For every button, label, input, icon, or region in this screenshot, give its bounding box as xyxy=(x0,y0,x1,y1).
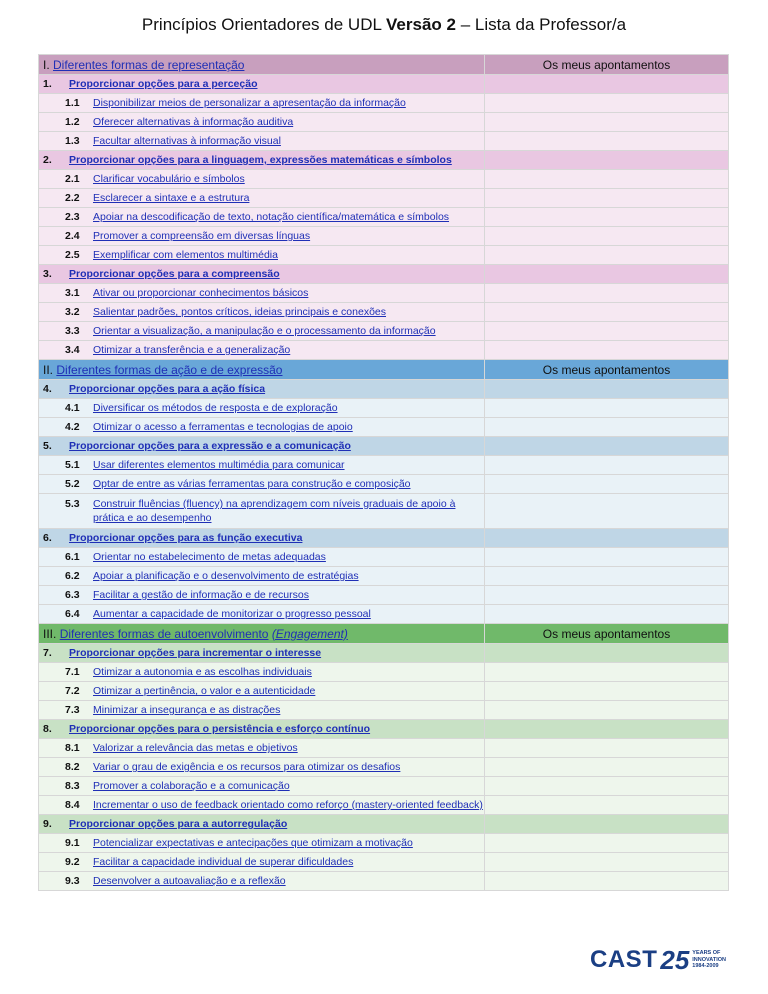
checkpoint-number: 8.3 xyxy=(65,780,80,792)
section-number: II. xyxy=(43,362,54,377)
notes-cell[interactable] xyxy=(485,605,729,624)
guideline-link[interactable]: Proporcionar opções para a expressão e a comunicação xyxy=(69,440,351,452)
checkpoint-number: 8.4 xyxy=(65,799,80,811)
checkpoint-number: 6.4 xyxy=(65,608,80,620)
notes-cell[interactable] xyxy=(485,132,729,151)
checkpoint-link[interactable]: Variar o grau de exigência e os recursos para otimizar os desafios xyxy=(93,761,401,773)
checkpoint-row xyxy=(39,227,729,246)
checkpoint-link[interactable]: Desenvolver a autoavaliação e a reflexão xyxy=(93,875,286,887)
guideline-row xyxy=(39,644,729,663)
checkpoint-number: 1.2 xyxy=(65,116,80,128)
guideline-link[interactable]: Proporcionar opções para a autorregulação xyxy=(69,818,288,830)
checkpoint-link[interactable]: Apoiar a planificação e o desenvolvimento de estratégias xyxy=(93,570,359,582)
section-number: I. xyxy=(43,57,50,72)
checkpoint-number: 7.2 xyxy=(65,685,80,697)
checkpoint-row xyxy=(39,701,729,720)
notes-cell[interactable] xyxy=(485,815,729,834)
checkpoint-number: 9.3 xyxy=(65,875,80,887)
section-number: III. xyxy=(43,626,57,641)
checkpoint-row xyxy=(39,548,729,567)
checkpoint-number: 9.2 xyxy=(65,856,80,868)
checkpoint-row xyxy=(39,94,729,113)
guideline-number: 1. xyxy=(43,78,52,90)
checkpoint-row xyxy=(39,494,729,529)
section-header xyxy=(39,55,729,75)
checkpoint-number: 3.2 xyxy=(65,306,80,318)
checkpoint-link[interactable]: Facilitar a gestão de informação e de recursos xyxy=(93,589,309,601)
checkpoint-number: 4.2 xyxy=(65,421,80,433)
checkpoint-row xyxy=(39,872,729,891)
checkpoint-row xyxy=(39,853,729,872)
checkpoint-number: 5.1 xyxy=(65,459,80,471)
checkpoint-link[interactable]: Facilitar a capacidade individual de superar dificuldades xyxy=(93,856,354,868)
guideline-row xyxy=(39,75,729,94)
notes-cell[interactable] xyxy=(485,437,729,456)
checkpoint-number: 5.2 xyxy=(65,478,80,490)
checkpoint-row xyxy=(39,663,729,682)
notes-header: Os meus apontamentos xyxy=(485,624,729,644)
guideline-number: 4. xyxy=(43,383,52,395)
checkpoint-number: 2.3 xyxy=(65,211,80,223)
notes-cell[interactable] xyxy=(485,227,729,246)
notes-cell[interactable] xyxy=(485,682,729,701)
notes-cell[interactable] xyxy=(485,380,729,399)
guideline-number: 3. xyxy=(43,268,52,280)
notes-cell[interactable] xyxy=(485,94,729,113)
checkpoint-row xyxy=(39,682,729,701)
checkpoint-link[interactable]: Disponibilizar meios de personalizar a apresentação da informação xyxy=(93,97,406,109)
checkpoint-link[interactable]: Potencializar expectativas e antecipações que otimizam a motivação xyxy=(93,837,413,849)
checkpoint-link[interactable]: Orientar no estabelecimento de metas adequadas xyxy=(93,551,326,563)
cast-logo-text: CAST xyxy=(590,946,658,973)
checkpoint-link[interactable]: Ativar ou proporcionar conhecimentos básicos xyxy=(93,287,309,299)
guideline-link[interactable]: Proporcionar opções para a compreensão xyxy=(69,268,280,280)
section-title-link[interactable]: Diferentes formas de autoenvolvimento xyxy=(59,626,269,641)
checkpoint-row xyxy=(39,341,729,360)
title-version: Versão 2 xyxy=(386,15,456,34)
checkpoint-link[interactable]: Diversificar os métodos de resposta e de exploração xyxy=(93,402,338,414)
checkpoint-row xyxy=(39,777,729,796)
notes-cell[interactable] xyxy=(485,777,729,796)
guideline-link[interactable]: Proporcionar opções para incrementar o interesse xyxy=(69,647,322,659)
checkpoint-link[interactable]: Salientar padrões, pontos críticos, ideias principais e conexões xyxy=(93,306,386,318)
notes-cell[interactable] xyxy=(485,189,729,208)
notes-cell[interactable] xyxy=(485,265,729,284)
checkpoint-number: 7.1 xyxy=(65,666,80,678)
guideline-number: 7. xyxy=(43,647,52,659)
checkpoint-number: 4.1 xyxy=(65,402,80,414)
section-title-em[interactable]: (Engagement) xyxy=(271,626,348,641)
checkpoint-link[interactable]: Facultar alternativas à informação visual xyxy=(93,135,281,147)
notes-cell[interactable] xyxy=(485,720,729,739)
guideline-number: 5. xyxy=(43,440,52,452)
notes-cell[interactable] xyxy=(485,151,729,170)
notes-cell[interactable] xyxy=(485,529,729,548)
notes-cell[interactable] xyxy=(485,475,729,494)
checkpoint-number: 2.2 xyxy=(65,192,80,204)
checkpoint-link[interactable]: Optar de entre as várias ferramentas para construção e composição xyxy=(93,478,411,490)
notes-cell[interactable] xyxy=(485,399,729,418)
checkpoint-link[interactable]: Otimizar a autonomia e as escolhas individuais xyxy=(93,666,312,678)
checkpoint-link[interactable]: Incrementar o uso de feedback orientado como reforço (mastery-oriented feedback) xyxy=(93,799,483,811)
section-title-link[interactable]: Diferentes formas de representação xyxy=(53,57,245,72)
checkpoint-number: 6.3 xyxy=(65,589,80,601)
checkpoint-link[interactable]: Aumentar a capacidade de monitorizar o progresso pessoal xyxy=(93,608,371,620)
notes-cell[interactable] xyxy=(485,796,729,815)
guideline-row xyxy=(39,815,729,834)
checkpoint-number: 3.4 xyxy=(65,344,80,356)
checkpoint-row xyxy=(39,399,729,418)
guideline-link[interactable]: Proporcionar opções para a perceção xyxy=(69,78,258,90)
checkpoint-row xyxy=(39,834,729,853)
checkpoint-link[interactable]: Promover a compreensão em diversas línguas xyxy=(93,230,311,242)
checkpoint-link[interactable]: Exemplificar com elementos multimédia xyxy=(93,249,278,261)
checkpoint-number: 7.3 xyxy=(65,704,80,716)
notes-cell[interactable] xyxy=(485,739,729,758)
checkpoint-row xyxy=(39,303,729,322)
udl-checklist-table xyxy=(38,54,729,891)
checkpoint-number: 5.3 xyxy=(65,498,80,510)
notes-cell[interactable] xyxy=(485,853,729,872)
section-header xyxy=(39,624,729,644)
notes-cell[interactable] xyxy=(485,246,729,265)
checkpoint-row xyxy=(39,605,729,624)
guideline-number: 2. xyxy=(43,154,52,166)
checkpoint-row xyxy=(39,246,729,265)
guideline-number: 9. xyxy=(43,818,52,830)
cast-logo-number: 25 xyxy=(660,944,690,975)
notes-cell[interactable] xyxy=(485,586,729,605)
guideline-link[interactable]: Proporcionar opções para o persistência e esforço contínuo xyxy=(69,723,371,735)
notes-header: Os meus apontamentos xyxy=(485,55,729,75)
guideline-link[interactable]: Proporcionar opções para a ação física xyxy=(69,383,266,395)
checkpoint-link[interactable]: Usar diferentes elementos multimédia para comunicar xyxy=(93,459,345,471)
section-title-link[interactable]: Diferentes formas de ação e de expressão xyxy=(56,362,283,377)
notes-cell[interactable] xyxy=(485,418,729,437)
checkpoint-number: 6.1 xyxy=(65,551,80,563)
checkpoint-row xyxy=(39,132,729,151)
notes-cell[interactable] xyxy=(485,494,729,529)
section-header xyxy=(39,360,729,380)
checkpoint-link[interactable]: Promover a colaboração e a comunicação xyxy=(93,780,290,792)
notes-cell[interactable] xyxy=(485,113,729,132)
checkpoint-number: 2.5 xyxy=(65,249,80,261)
guideline-link[interactable]: Proporcionar opções para as função executiva xyxy=(69,532,303,544)
checkpoint-link[interactable]: Oferecer alternativas à informação auditiva xyxy=(93,116,294,128)
notes-header: Os meus apontamentos xyxy=(485,360,729,380)
checkpoint-row xyxy=(39,284,729,303)
notes-cell[interactable] xyxy=(485,872,729,891)
checkpoint-row xyxy=(39,113,729,132)
checkpoint-link[interactable]: Orientar a visualização, a manipulação e o processamento da informação xyxy=(93,325,436,337)
checkpoint-row xyxy=(39,567,729,586)
notes-cell[interactable] xyxy=(485,758,729,777)
checkpoint-link[interactable]: Minimizar a insegurança e as distrações xyxy=(93,704,281,716)
notes-cell[interactable] xyxy=(485,303,729,322)
title-suffix: – Lista da Professor/a xyxy=(455,15,627,34)
notes-cell[interactable] xyxy=(485,456,729,475)
notes-cell[interactable] xyxy=(485,548,729,567)
page-title xyxy=(0,14,768,36)
checkpoint-row xyxy=(39,475,729,494)
checkpoint-link[interactable]: Otimizar a transferência e a generalização xyxy=(93,344,291,356)
checkpoint-link[interactable]: Valorizar a relevância das metas e objetivos xyxy=(93,742,298,754)
notes-cell[interactable] xyxy=(485,701,729,720)
checkpoint-number: 2.4 xyxy=(65,230,80,242)
guideline-number: 8. xyxy=(43,723,52,735)
notes-cell[interactable] xyxy=(485,834,729,853)
guideline-row xyxy=(39,437,729,456)
checkpoint-row xyxy=(39,796,729,815)
guideline-row xyxy=(39,529,729,548)
checkpoint-number: 3.1 xyxy=(65,287,80,299)
checkpoint-row xyxy=(39,418,729,437)
guideline-row xyxy=(39,151,729,170)
checkpoint-row xyxy=(39,456,729,475)
checkpoint-number: 2.1 xyxy=(65,173,80,185)
notes-cell[interactable] xyxy=(485,170,729,189)
checkpoint-number: 9.1 xyxy=(65,837,80,849)
checkpoint-row xyxy=(39,758,729,777)
notes-cell[interactable] xyxy=(485,75,729,94)
checkpoint-link[interactable]: Otimizar a pertinência, o valor e a autenticidade xyxy=(93,685,316,697)
checkpoint-number: 1.1 xyxy=(65,97,80,109)
checkpoint-row xyxy=(39,208,729,227)
checkpoint-number: 3.3 xyxy=(65,325,80,337)
checkpoint-number: 1.3 xyxy=(65,135,80,147)
notes-cell[interactable] xyxy=(485,644,729,663)
title-prefix: Princípios Orientadores de UDL xyxy=(141,15,387,34)
notes-cell[interactable] xyxy=(485,322,729,341)
checkpoint-row xyxy=(39,586,729,605)
guideline-link[interactable]: Proporcionar opções para a linguagem, expressões matemáticas e símbolos xyxy=(69,154,452,166)
checkpoint-row xyxy=(39,170,729,189)
cast-logo-tagline: YEARS OF INNOVATION 1984-2009 xyxy=(692,950,726,970)
checkpoint-link[interactable]: Construir fluências (fluency) na aprendizagem com níveis graduais de apoio à prática e ao desempenho xyxy=(93,498,456,524)
checkpoint-row xyxy=(39,739,729,758)
checkpoint-link[interactable]: Apoiar na descodificação de texto, notação científica/matemática e símbolos xyxy=(93,211,450,223)
checkpoint-number: 8.1 xyxy=(65,742,80,754)
checkpoint-number: 6.2 xyxy=(65,570,80,582)
checkpoint-row xyxy=(39,322,729,341)
cast-logo xyxy=(590,946,726,974)
checkpoint-link[interactable]: Otimizar o acesso a ferramentas e tecnologias de apoio xyxy=(93,421,353,433)
checkpoint-number: 8.2 xyxy=(65,761,80,773)
checkpoint-row xyxy=(39,189,729,208)
notes-cell[interactable] xyxy=(485,284,729,303)
guideline-number: 6. xyxy=(43,532,52,544)
guideline-row xyxy=(39,720,729,739)
notes-cell[interactable] xyxy=(485,208,729,227)
guideline-row xyxy=(39,380,729,399)
guideline-row xyxy=(39,265,729,284)
notes-cell[interactable] xyxy=(485,341,729,360)
notes-cell[interactable] xyxy=(485,567,729,586)
notes-cell[interactable] xyxy=(485,663,729,682)
checkpoint-link[interactable]: Esclarecer a sintaxe e a estrutura xyxy=(93,192,250,204)
checkpoint-link[interactable]: Clarificar vocabulário e símbolos xyxy=(93,173,245,185)
